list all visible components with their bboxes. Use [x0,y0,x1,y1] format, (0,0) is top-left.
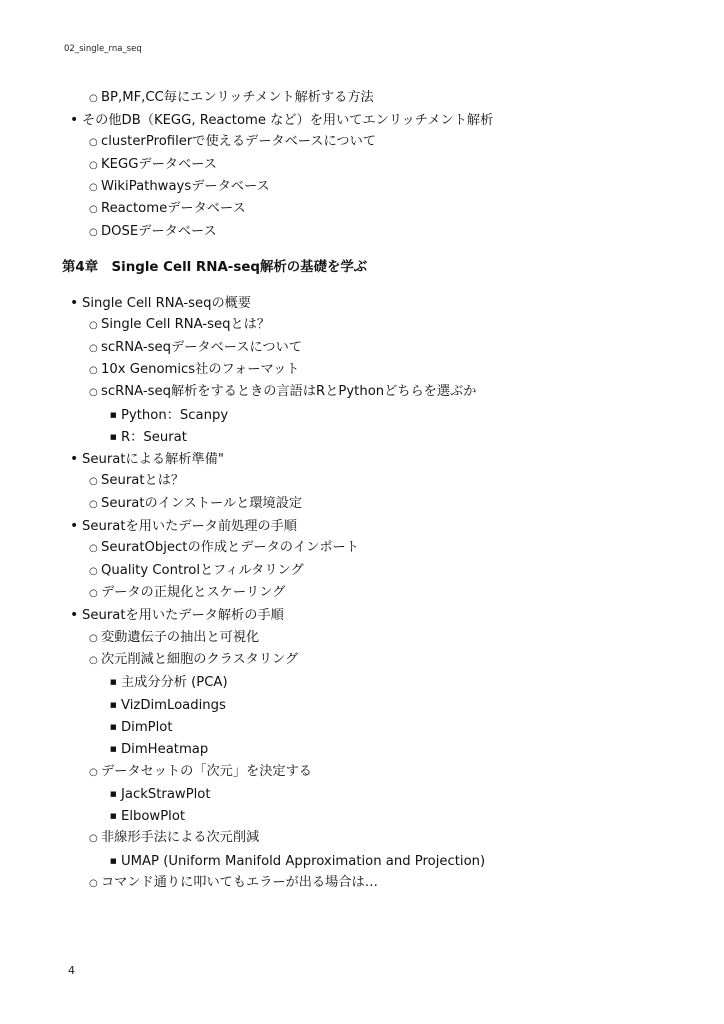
list-item: ○ BP,MF,CC毎にエンリッチメント解析する方法 [89,89,374,108]
disc-bullet-icon: • [70,295,79,311]
circle-bullet-icon: ○ [89,499,98,510]
square-bullet-icon: ■ [110,812,117,820]
square-bullet-icon: ■ [110,678,117,686]
page-header: 02_single_rna_seq [64,44,142,54]
list-item: ○ clusterProfilerで使えるデータベースについて [89,133,376,152]
circle-bullet-icon: ○ [89,878,98,889]
list-item: ○ コマンド通りに叩いてもエラーが出る場合は… [89,874,378,893]
circle-bullet-icon: ○ [89,543,98,554]
list-item: ○ 変動遺伝子の抽出と可視化 [89,629,259,648]
circle-bullet-icon: ○ [89,204,98,215]
list-item: ■ Python：Scanpy [110,408,229,423]
circle-bullet-icon: ○ [89,182,98,193]
disc-bullet-icon: • [70,112,79,128]
list-item: • Seuratを用いたデータ前処理の手順 [70,518,297,534]
list-item: • Seuratを用いたデータ解析の手順 [70,607,284,623]
list-item: • その他DB（KEGG, Reactome など）を用いてエンリッチメント解析 [70,112,494,128]
square-bullet-icon: ■ [110,411,117,419]
list-item: • Seuratによる解析準備" [70,451,224,467]
circle-bullet-icon: ○ [89,767,98,778]
list-item: ■ DimPlot [110,720,173,735]
circle-bullet-icon: ○ [89,320,98,331]
list-item: ○ データセットの「次元」を決定する [89,763,312,782]
circle-bullet-icon: ○ [89,343,98,354]
circle-bullet-icon: ○ [89,387,98,398]
square-bullet-icon: ■ [110,857,117,865]
list-item: ○ SeuratObjectの作成とデータのインポート [89,539,359,558]
circle-bullet-icon: ○ [89,655,98,666]
circle-bullet-icon: ○ [89,365,98,376]
list-item: ■ 主成分分析 (PCA) [110,675,228,690]
chapter-heading: 第4章 Single Cell RNA-seq解析の基礎を学ぶ [62,260,368,275]
circle-bullet-icon: ○ [89,833,98,844]
list-item: ○ データの正規化とスケーリング [89,584,285,603]
list-item: ○ 次元削減と細胞のクラスタリング [89,651,298,670]
disc-bullet-icon: • [70,451,79,467]
list-item: ■ ElbowPlot [110,809,186,824]
disc-bullet-icon: • [70,518,79,534]
disc-bullet-icon: • [70,607,79,623]
list-item: ○ DOSEデータベース [89,223,217,242]
list-item: ○ 10x Genomics社のフォーマット [89,361,299,380]
list-item: ■ VizDimLoadings [110,698,226,713]
list-item: ○ Reactomeデータベース [89,200,246,219]
square-bullet-icon: ■ [110,790,117,798]
list-item: ○ Single Cell RNA-seqとは？ [89,316,270,335]
circle-bullet-icon: ○ [89,566,98,577]
list-item: ■ JackStrawPlot [110,787,211,802]
circle-bullet-icon: ○ [89,588,98,599]
circle-bullet-icon: ○ [89,160,98,171]
list-item: ○ scRNA-seqデータベースについて [89,339,302,358]
circle-bullet-icon: ○ [89,476,98,487]
list-item: ○ 非線形手法による次元削減 [89,829,259,848]
square-bullet-icon: ■ [110,723,117,731]
page-number: 4 [68,964,75,977]
square-bullet-icon: ■ [110,433,117,441]
square-bullet-icon: ■ [110,745,117,753]
circle-bullet-icon: ○ [89,633,98,644]
list-item: ○ Seuratとは？ [89,472,184,491]
circle-bullet-icon: ○ [89,93,98,104]
list-item: ○ Seuratのインストールと環境設定 [89,495,302,514]
list-item: ■ R：Seurat [110,430,187,445]
circle-bullet-icon: ○ [89,227,98,238]
list-item: ■ DimHeatmap [110,742,209,757]
list-item: ○ WikiPathwaysデータベース [89,178,270,197]
list-item: ○ scRNA-seq解析をするときの言語はRとPythonどちらを選ぶか [89,383,476,402]
circle-bullet-icon: ○ [89,137,98,148]
list-item: ○ KEGGデータベース [89,156,217,175]
list-item: ○ Quality Controlとフィルタリング [89,562,304,581]
square-bullet-icon: ■ [110,701,117,709]
list-item: ■ UMAP (Uniform Manifold Approximation and Projection) [110,854,486,869]
list-item: • Single Cell RNA-seqの概要 [70,295,252,311]
